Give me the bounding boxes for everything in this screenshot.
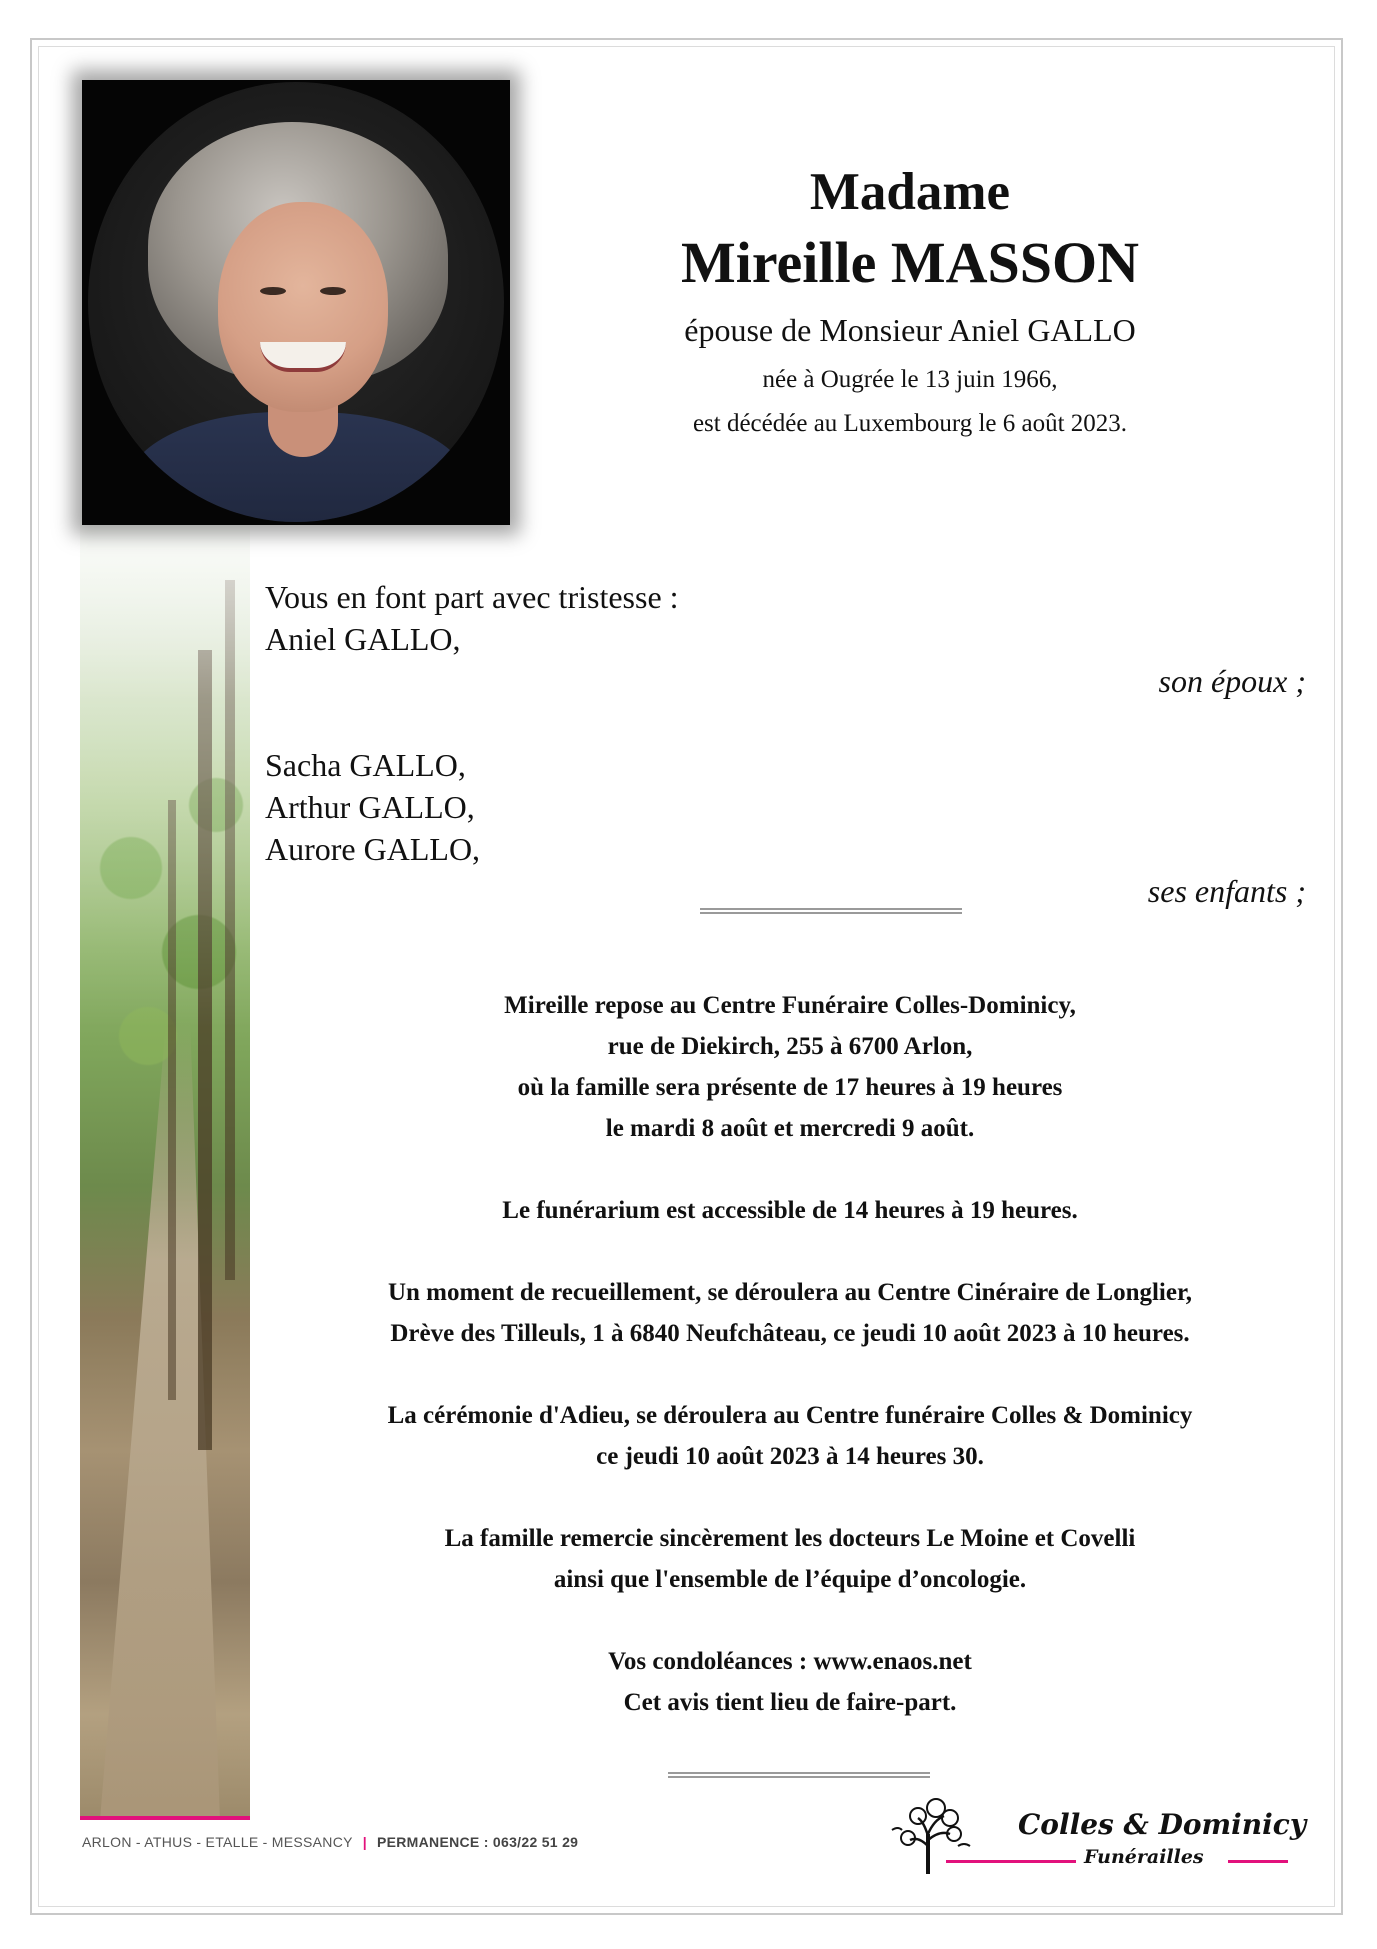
logo-subtitle: Funérailles: [1084, 1846, 1204, 1868]
spouse-line: épouse de Monsieur Aniel GALLO: [684, 312, 1136, 348]
tree-icon: [888, 1796, 988, 1876]
death-line: est décédée au Luxembourg le 6 août 2023.: [692, 410, 1128, 437]
deceased-name: Mireille MASSON: [680, 230, 1140, 295]
child-name: Sacha GALLO,: [265, 747, 466, 783]
footer-separator: |: [362, 1834, 367, 1850]
forest-path-image: [80, 500, 250, 1820]
deceased-header: [580, 160, 1240, 442]
child-name: Aurore GALLO,: [265, 831, 481, 867]
funerarium-hours: Le funérarium est accessible de 14 heures à 19 heures.: [502, 1197, 1078, 1224]
logo-name: Colles & Dominicy: [1018, 1808, 1307, 1841]
recueillement-paragraph: Un moment de recueillement, se déroulera au Centre Cinéraire de Longlier, Drève des Tilleuls, 1 à 6840 Neufchâteau, ce jeudi 10 août 2023 à 10 heures.: [387, 1279, 1193, 1347]
accent-line: [80, 1816, 250, 1820]
family-announcement: [265, 576, 1310, 912]
family-intro: Vous en font part avec tristesse :: [265, 579, 679, 615]
footer-contact: [82, 1834, 578, 1850]
condolences-paragraph: Vos condoléances : www.enaos.net Cet avis tient lieu de faire-part.: [608, 1648, 972, 1716]
birth-line: née à Ougrée le 13 juin 1966,: [762, 366, 1058, 393]
footer-permanence: PERMANENCE : 063/22 51 29: [377, 1834, 579, 1850]
child-name: Arthur GALLO,: [265, 789, 475, 825]
funeral-home-logo: [888, 1796, 1307, 1876]
spouse-role: son époux ;: [1158, 663, 1306, 699]
spouse-name: Aniel GALLO,: [265, 621, 461, 657]
thanks-paragraph: La famille remercie sincèrement les docteurs Le Moine et Covelli ainsi que l'ensemble de l’équipe d’oncologie.: [444, 1525, 1136, 1593]
divider: [668, 1772, 930, 1778]
logo-rule: [1228, 1860, 1288, 1863]
honorific: Madame: [809, 163, 1011, 221]
portrait-photo: [82, 80, 510, 525]
children-role: ses enfants ;: [1147, 873, 1306, 909]
footer-locations: ARLON - ATHUS - ETALLE - MESSANCY: [82, 1834, 353, 1850]
funeral-info: [270, 985, 1310, 1723]
ceremony-paragraph: La cérémonie d'Adieu, se déroulera au Centre funéraire Colles & Dominicy ce jeudi 10 août 2023 à 14 heures 30.: [387, 1402, 1193, 1470]
repose-paragraph: Mireille repose au Centre Funéraire Colles-Dominicy, rue de Diekirch, 255 à 6700 Arlon, où la famille sera présente de 17 heures à 19 heures le mardi 8 août et mercredi 9 août.: [504, 992, 1076, 1142]
divider: [700, 908, 962, 914]
logo-rule: [946, 1860, 1076, 1863]
